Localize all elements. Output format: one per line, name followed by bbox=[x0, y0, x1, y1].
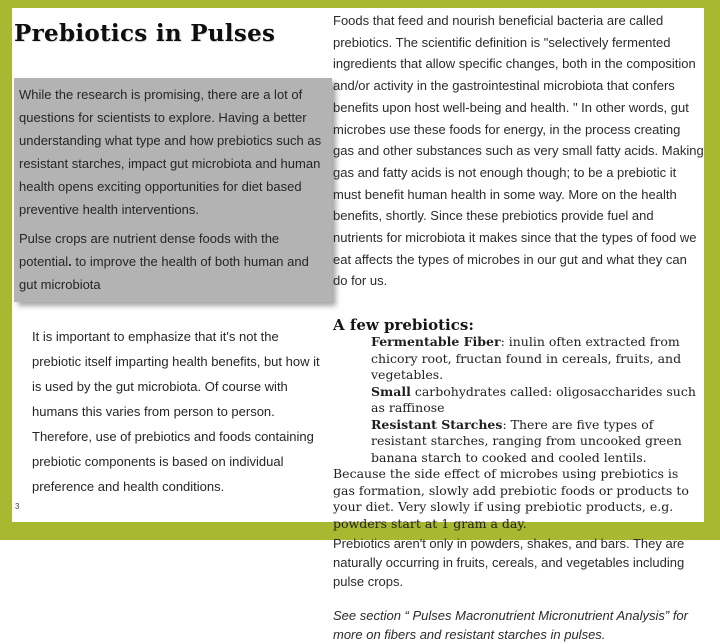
list-item-rest: : There are five types of resistant starches, ranging from uncooked green banana starch to cooked and cooled lentils. bbox=[371, 416, 682, 465]
list-item-rest: carbohydrates called: oligosaccharides such as raffinose bbox=[371, 383, 696, 416]
list-item-lead: Resistant Starches bbox=[371, 416, 503, 432]
naturally-occurring-note: Prebiotics aren't only in powders, shakes, and bars. They are naturally occurring in fruits, cereals, and vegetables including pulse crops. bbox=[333, 536, 685, 590]
list-item-rest: : inulin often extracted from chicory root, fructan found in cereals, fruits, and vegetables. bbox=[371, 334, 682, 383]
page-number: 3 bbox=[15, 502, 20, 511]
highlight-paragraph-2 bbox=[19, 227, 327, 296]
list-item bbox=[371, 417, 704, 467]
highlight-paragraph-2-continuation: to improve the health of both human and gut microbiota bbox=[19, 254, 309, 292]
intro-paragraph: Foods that feed and nourish beneficial bacteria are called prebiotics. The scientific definition is "selectively fermented ingredients that allow specific changes, both in the composition and/or activity in the gastrointestinal microbiota that confers benefits upon host well-being and health. " In other words, gut microbes use these foods for energy, in the process creating gas and other substances such as very small fatty acids. Making gas and fatty acids is not enough though; to be a prebiotic it must benefit human health in some way. More on the health benefits, shortly. Since these prebiotics provide fuel and nutrients for microbiota it makes since that the types of food we eat affects the types of microbes in our gut and what they can do for us. bbox=[333, 13, 704, 289]
page-title: Prebiotics in Pulses bbox=[14, 20, 276, 47]
list-item-lead: Small bbox=[371, 383, 411, 399]
highlight-paragraph-1: While the research is promising, there are a lot of questions for scientists to explore. Having a better understanding what type and how prebiotics such as resistant starches, impact gut microbiota and human health opens exciting opportunities for diet based preventive health interventions. bbox=[19, 87, 322, 217]
see-section-reference: See section “ Pulses Macronutrient Micronutrient Analysis” for more on fibers and resistant starches in pulses. bbox=[333, 608, 688, 643]
bold-period: . bbox=[68, 254, 72, 269]
left-body-paragraph: It is important to emphasize that it's not the prebiotic itself imparting health benefits, but how it is used by the gut microbiota. Of course with humans this varies from person to person. Therefore, use of prebiotics and foods containing prebiotic components is based on individual preference and health conditions. bbox=[32, 329, 320, 494]
list-item bbox=[371, 334, 704, 384]
right-column bbox=[333, 10, 704, 644]
list-item-lead: Fermentable Fiber bbox=[371, 334, 501, 350]
gas-formation-note: Because the side effect of microbes using prebiotics is gas formation, slowly add prebiotic foods or products to your diet. Very slowly if using prebiotic products, e.g. powders start at 1 gram a day. bbox=[333, 466, 689, 531]
prebiotics-heading: A few prebiotics: bbox=[333, 316, 474, 335]
slide-canvas bbox=[12, 8, 704, 643]
prebiotics-list bbox=[371, 334, 704, 466]
highlight-paragraph-2-text: Pulse crops are nutrient dense foods with the potential bbox=[19, 231, 280, 269]
highlighted-text-block bbox=[14, 78, 332, 302]
list-item bbox=[371, 384, 704, 417]
